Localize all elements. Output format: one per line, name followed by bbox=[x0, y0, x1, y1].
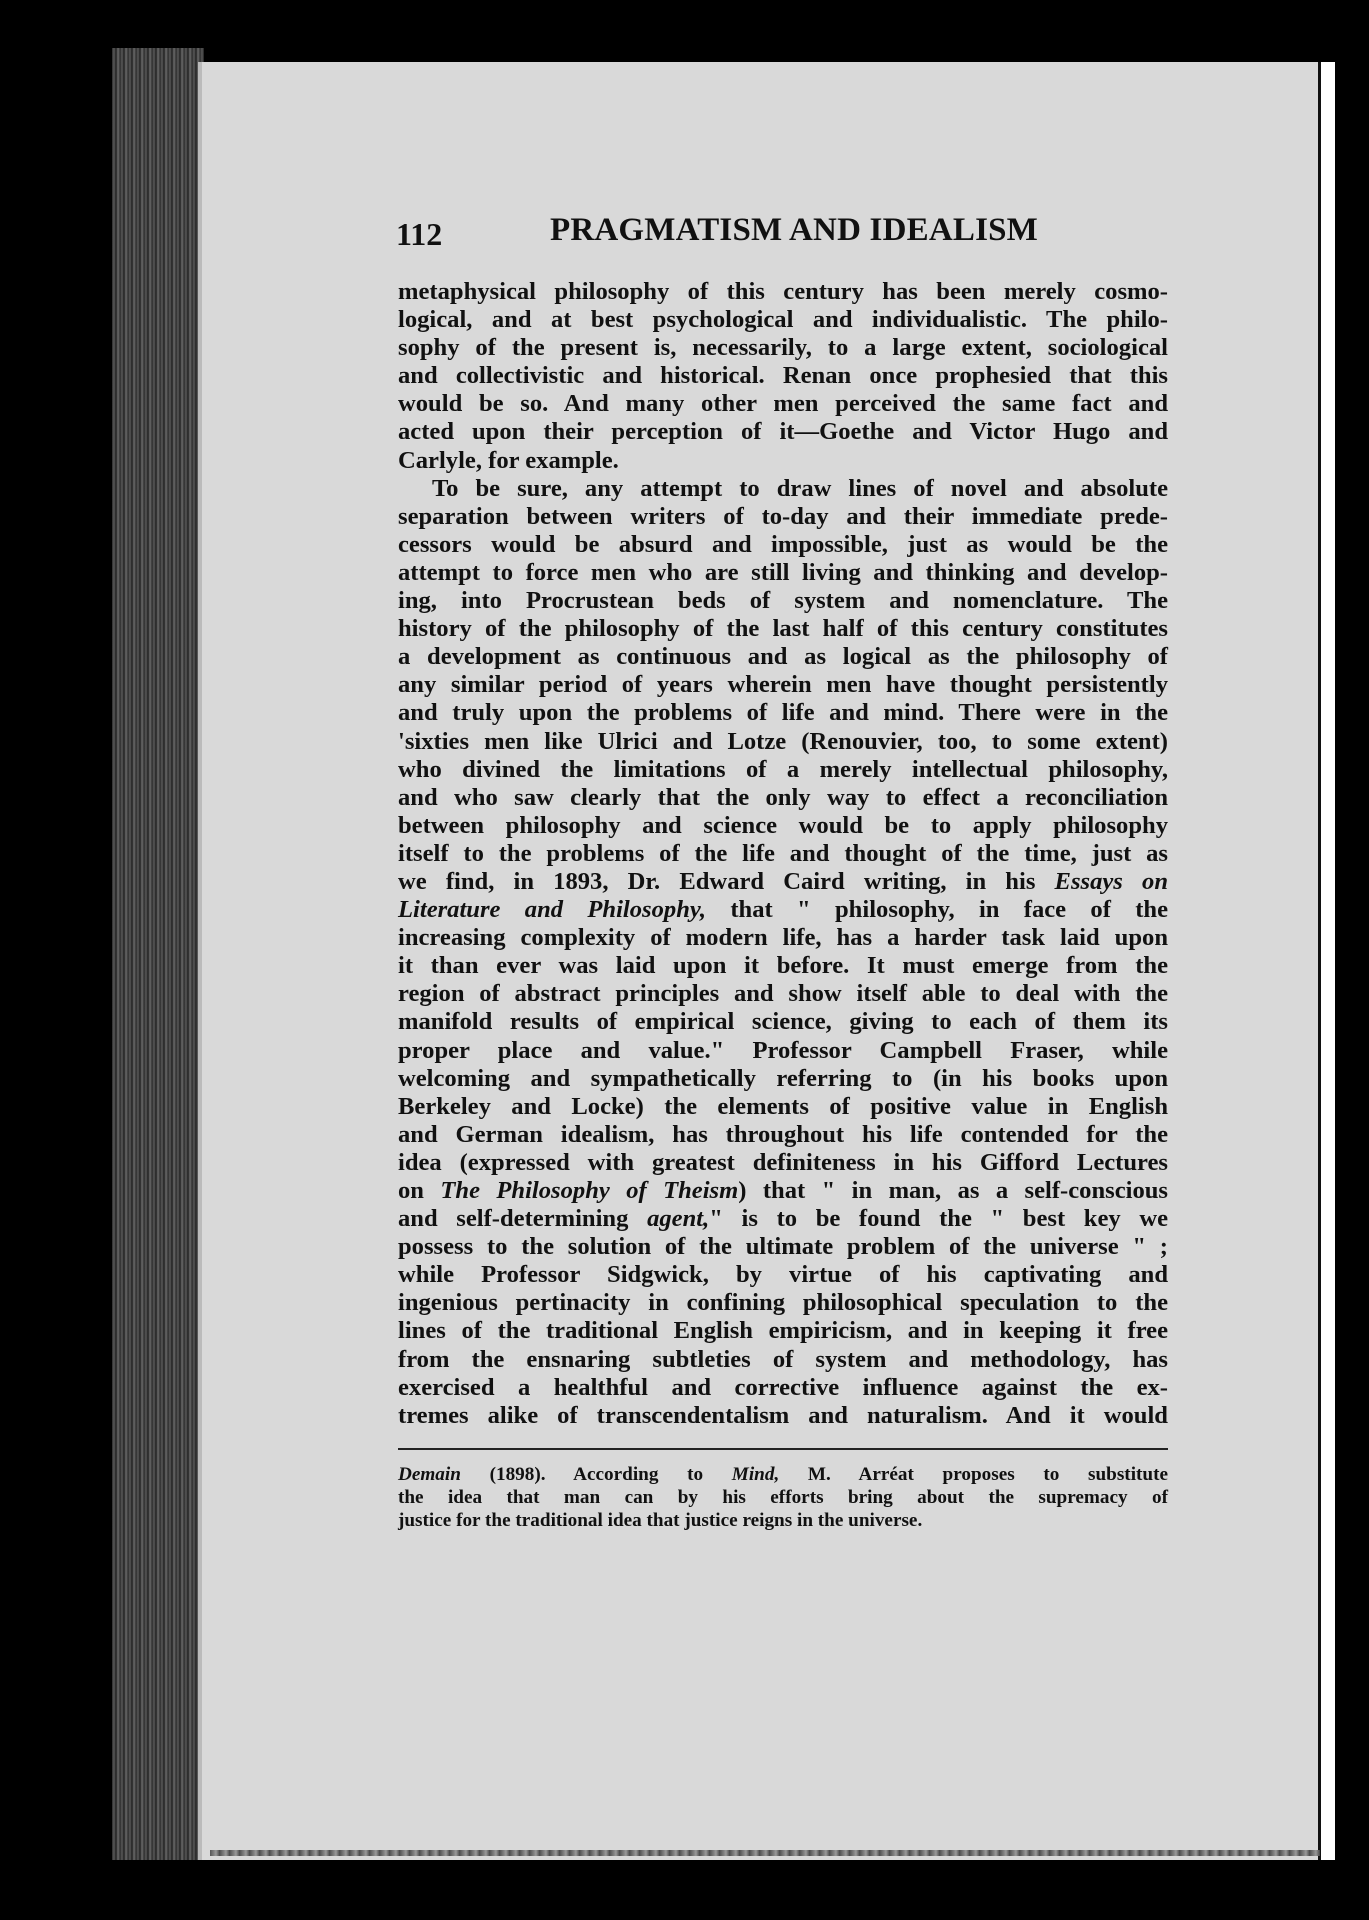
text-line: ing, into Procrustean beds of system and nomenclature. The bbox=[398, 587, 1168, 615]
text-line: and who saw clearly that the only way to effect a reconciliation bbox=[398, 783, 1168, 811]
book-page-edges bbox=[112, 48, 204, 1860]
footnote-line bbox=[398, 1463, 1168, 1486]
facing-page-edge bbox=[1318, 62, 1335, 1860]
text-line: lines of the traditional English empiricism, and in keeping it free bbox=[398, 1317, 1168, 1345]
text-line: idea (expressed with greatest definiteness in his Gifford Lectures bbox=[398, 1148, 1168, 1176]
text-line: 'sixties men like Ulrici and Lotze (Renouvier, too, to some extent) bbox=[398, 727, 1168, 755]
text-line: Berkeley and Locke) the elements of positive value in English bbox=[398, 1092, 1168, 1120]
body-text bbox=[398, 278, 1168, 1430]
text-line: sophy of the present is, necessarily, to a large extent, sociological bbox=[398, 334, 1168, 362]
footnote bbox=[398, 1463, 1168, 1532]
text-line bbox=[398, 1177, 1168, 1205]
text-line: Carlyle, for example. bbox=[398, 446, 619, 474]
text-segment: M. Arréat proposes to substitute bbox=[779, 1464, 1168, 1485]
italic-title: Literature and Philosophy, bbox=[398, 896, 707, 924]
italic-title: Essays on bbox=[1054, 867, 1168, 895]
text-line: tremes alike of transcendentalism and naturalism. And it would bbox=[398, 1401, 1168, 1429]
page-bottom-edge bbox=[210, 1850, 1320, 1856]
italic-title: The Philosophy of Theism bbox=[440, 1177, 739, 1204]
text-line: manifold results of empirical science, giving to each of them its bbox=[398, 1008, 1168, 1036]
text-line: metaphysical philosophy of this century has been merely cosmo- bbox=[398, 278, 1168, 305]
text-line: To be sure, any attempt to draw lines of novel and absolute bbox=[432, 474, 1168, 502]
text-line: it than ever was laid upon it before. It must emerge from the bbox=[398, 952, 1168, 980]
text-line: who divined the limitations of a merely intellectual philosophy, bbox=[398, 755, 1168, 783]
text-line: acted upon their perception of it—Goethe and Victor Hugo and bbox=[398, 418, 1168, 446]
text-segment: we find, in 1893, Dr. Edward Caird writing, in his bbox=[398, 867, 1055, 895]
text-line bbox=[398, 868, 1168, 896]
text-segment: and self-determining bbox=[398, 1205, 648, 1233]
text-line: and German idealism, has throughout his life contended for the bbox=[398, 1120, 1168, 1148]
footnote-rule bbox=[398, 1448, 1168, 1450]
text-segment: " is to be found the " best key we bbox=[709, 1205, 1168, 1233]
page-number: 112 bbox=[396, 216, 443, 252]
text-line: would be so. And many other men perceived the same fact and bbox=[398, 390, 1168, 418]
text-line: separation between writers of to-day and their immediate prede- bbox=[398, 502, 1168, 530]
text-line bbox=[398, 896, 1168, 924]
text-line: attempt to force men who are still living and thinking and develop- bbox=[398, 558, 1168, 586]
text-line: any similar period of years wherein men have thought persistently bbox=[398, 671, 1168, 699]
italic-title: Mind, bbox=[731, 1464, 780, 1485]
text-line: ingenious pertinacity in confining philosophical speculation to the bbox=[398, 1289, 1168, 1317]
text-segment: on bbox=[398, 1177, 441, 1204]
text-segment: ) that " in man, as a self-conscious bbox=[738, 1177, 1169, 1204]
text-line: itself to the problems of the life and thought of the time, just as bbox=[398, 839, 1168, 867]
text-line: and collectivistic and historical. Renan once prophesied that this bbox=[398, 362, 1168, 390]
text-line: exercised a healthful and corrective influence against the ex- bbox=[398, 1373, 1168, 1401]
text-line: possess to the solution of the ultimate problem of the universe " ; bbox=[398, 1233, 1168, 1261]
text-line: history of the philosophy of the last half of this century constitutes bbox=[398, 615, 1168, 643]
text-line: between philosophy and science would be to apply philosophy bbox=[398, 811, 1168, 839]
text-line: logical, and at best psychological and individualistic. The philo- bbox=[398, 306, 1168, 334]
text-line: from the ensnaring subtleties of system and methodology, has bbox=[398, 1345, 1168, 1373]
text-segment: that " philosophy, in face of the bbox=[706, 896, 1169, 924]
text-line: while Professor Sidgwick, by virtue of his captivating and bbox=[398, 1261, 1168, 1289]
italic-word: agent, bbox=[647, 1205, 710, 1233]
text-segment: (1898). According to bbox=[460, 1464, 732, 1485]
footnote-line: the idea that man can by his efforts bring about the supremacy of bbox=[398, 1487, 1168, 1508]
italic-title: Demain bbox=[398, 1464, 461, 1485]
text-line: proper place and value." Professor Campbell Fraser, while bbox=[398, 1036, 1168, 1064]
text-line: cessors would be absurd and impossible, just as would be the bbox=[398, 530, 1168, 558]
text-line bbox=[398, 1205, 1168, 1233]
text-line: region of abstract principles and show itself able to deal with the bbox=[398, 980, 1168, 1008]
running-title: PRAGMATISM AND IDEALISM bbox=[550, 212, 1039, 248]
text-line: welcoming and sympathetically referring to (in his books upon bbox=[398, 1064, 1168, 1092]
text-line: increasing complexity of modern life, has a harder task laid upon bbox=[398, 924, 1168, 952]
footnote-line: justice for the traditional idea that justice reigns in the universe. bbox=[398, 1510, 923, 1531]
page-header bbox=[396, 212, 1166, 260]
text-line: and truly upon the problems of life and mind. There were in the bbox=[398, 699, 1168, 727]
text-line: a development as continuous and as logical as the philosophy of bbox=[398, 643, 1168, 671]
